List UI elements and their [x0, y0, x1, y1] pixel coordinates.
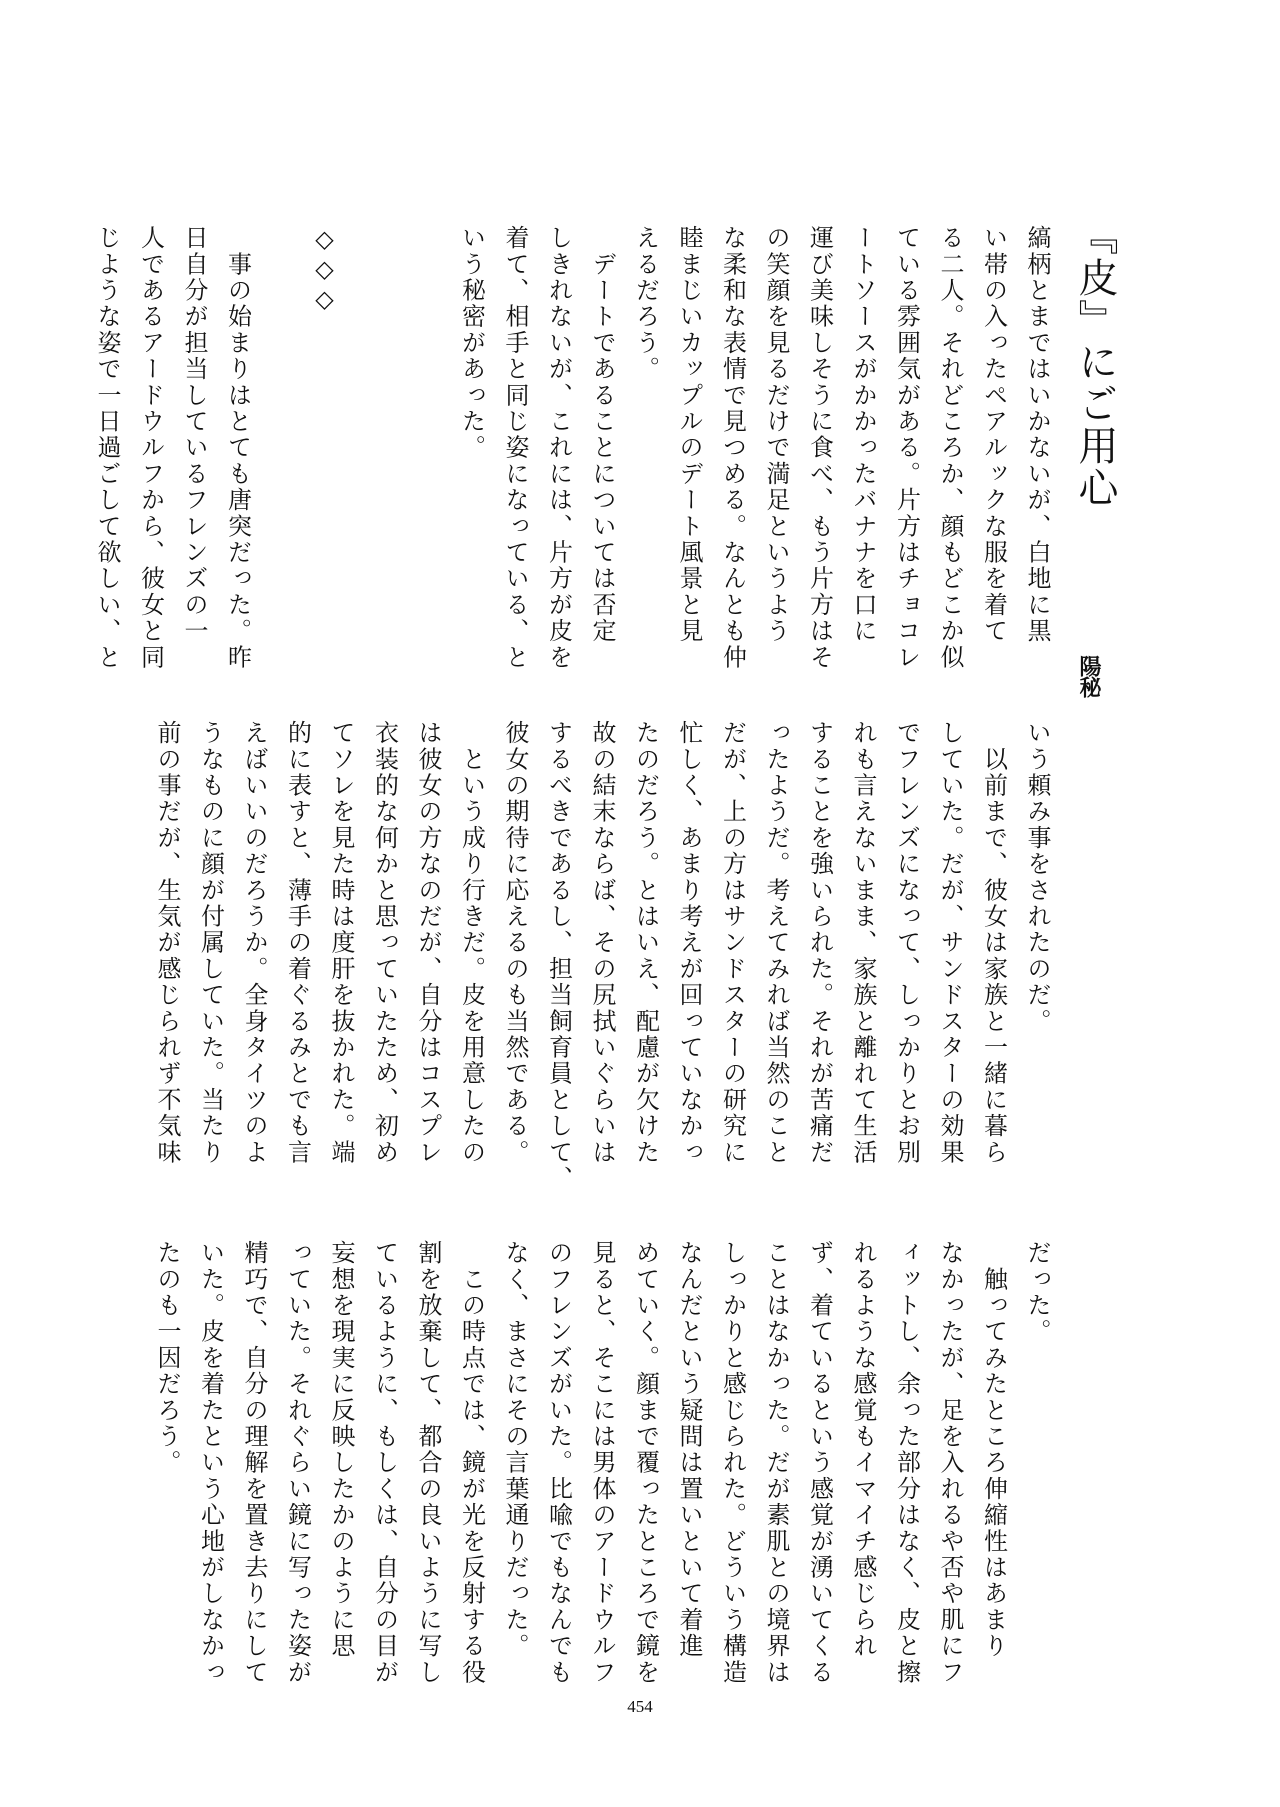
text-column: していた。だが、サンドスターの効果 — [936, 720, 964, 1166]
text-column: 忙しく、あまり考えが回っていなかっ — [675, 720, 703, 1166]
text-column: れるような感覚もイマイチ感じられ — [849, 1240, 877, 1660]
text-column: 的に表すと、薄手の着ぐるみとでも言 — [283, 720, 312, 1166]
text-column: てソレを見た時は度肝を抜かれた。端 — [327, 720, 355, 1166]
text-column: いた。皮を着たという心地がしなかっ — [196, 1240, 225, 1686]
text-column: 故の結末ならば、その尻拭いぐらいは — [588, 720, 616, 1166]
author-name: 陽秘 — [1076, 655, 1102, 697]
text-column: という成り行きだ。皮を用意したの — [457, 720, 486, 1166]
text-column: の笑顔を見るだけで満足というよう — [762, 225, 790, 645]
text-column: 前の事だが、生気が感じられず不気味 — [153, 720, 181, 1166]
text-column: ているように、もしくは、自分の目が — [370, 1240, 399, 1686]
text-column: 触ってみたところ伸縮性はあまり — [979, 1240, 1008, 1660]
text-column: 事の始まりはとても唐突だった。昨 — [223, 225, 252, 671]
text-column: 精巧で、自分の理解を置き去りにして — [240, 1240, 268, 1686]
text-column: 以前まで、彼女は家族と一緒に暮ら — [979, 720, 1008, 1166]
text-column: ったようだ。考えてみれば当然のこと — [762, 720, 790, 1166]
text-column: 睦まじいカップルのデート風景と見 — [675, 225, 703, 645]
text-column: なんだという疑問は置いといて着進 — [675, 1240, 703, 1660]
text-column: なかったが、足を入れるや否や肌にフ — [936, 1240, 964, 1686]
text-column: しっかりと感じられた。どういう構造 — [718, 1240, 747, 1686]
text-column: 運び美味しそうに食べ、もう片方はそ — [805, 225, 834, 671]
text-column: この時点では、鏡が光を反射する役 — [457, 1240, 486, 1686]
text-column: 日自分が担当しているフレンズの一 — [180, 225, 208, 645]
text-tier-middle — [118, 720, 1058, 1200]
text-column: うなものに顔が付属していた。当たり — [196, 720, 225, 1166]
section-break-ornament — [302, 225, 406, 685]
text-tier-top — [93, 225, 1058, 685]
text-column: なく、まさにその言葉通りだった。 — [501, 1240, 529, 1660]
text-column: ィットし、余った部分はなく、皮と擦 — [892, 1240, 921, 1686]
text-column: っていた。それぐらい鏡に写った姿が — [283, 1240, 312, 1686]
text-column: でフレンズになって、しっかりとお別 — [892, 720, 921, 1166]
diamond-ornament-icon: ◇ — [310, 285, 339, 316]
page-number: 454 — [627, 1697, 653, 1716]
text-column: 人であるアードウルフから、彼女と同 — [136, 225, 165, 671]
text-column: ず、着ているという感覚が湧いてくる — [805, 1240, 834, 1686]
text-column: れも言えないまま、家族と離れて生活 — [849, 720, 877, 1166]
text-column: 妄想を現実に反映したかのように思 — [327, 1240, 355, 1660]
text-column: な柔和な表情で見つめる。なんとも仲 — [718, 225, 747, 671]
text-column: のフレンズがいた。比喩でもなんでも — [544, 1240, 573, 1686]
text-tier-bottom — [118, 1240, 1058, 1720]
text-column: ている雰囲気がある。片方はチョコレ — [892, 225, 921, 671]
text-column: だが、上の方はサンドスターの研究に — [718, 720, 747, 1166]
text-column — [406, 225, 450, 685]
story-title: 『皮』にご用心 — [1072, 215, 1118, 509]
text-column: る二人。それどころか、顔もどこか似 — [936, 225, 964, 671]
text-column: たのだろう。とはいえ、配慮が欠けた — [631, 720, 660, 1166]
text-column: いう秘密があった。 — [457, 225, 486, 461]
text-column: だった。 — [1023, 1240, 1051, 1345]
text-column: するべきであるし、担当飼育員として、 — [544, 720, 573, 1192]
text-column: い帯の入ったペアルックな服を着て — [979, 225, 1008, 645]
text-column: は彼女の方なのだが、自分はコスプレ — [414, 720, 442, 1166]
text-column — [259, 225, 303, 685]
text-column: デートであることについては否定 — [588, 225, 616, 645]
text-column: 彼女の期待に応えるのも当然である。 — [501, 720, 529, 1166]
text-column: えるだろう。 — [631, 225, 660, 383]
diamond-ornament-icon: ◇ — [310, 255, 339, 286]
diamond-ornament-icon: ◇ — [310, 225, 339, 256]
text-column: 縞柄とまではいかないが、白地に黒 — [1023, 225, 1051, 645]
text-column: ートソースがかかったバナナを口に — [849, 225, 877, 645]
text-column: 衣装的な何かと思っていたため、初め — [370, 720, 399, 1166]
text-column: 割を放棄して、都合の良いように写し — [414, 1240, 442, 1686]
text-column: 着て、相手と同じ姿になっている、と — [501, 225, 529, 671]
text-column: めていく。顔まで覆ったところで鏡を — [631, 1240, 660, 1686]
text-column: えばいいのだろうか。全身タイツのよ — [240, 720, 268, 1166]
text-column: じような姿で一日過ごして欲しい、と — [93, 225, 121, 671]
text-column: することを強いられた。それが苦痛だ — [805, 720, 834, 1166]
text-column: 見ると、そこには男体のアードウルフ — [588, 1240, 616, 1686]
text-column: しきれないが、これには、片方が皮を — [544, 225, 573, 671]
text-column: いう頼み事をされたのだ。 — [1023, 720, 1051, 1035]
text-column: たのも一因だろう。 — [153, 1240, 181, 1476]
text-column: ことはなかった。だが素肌との境界は — [762, 1240, 790, 1686]
